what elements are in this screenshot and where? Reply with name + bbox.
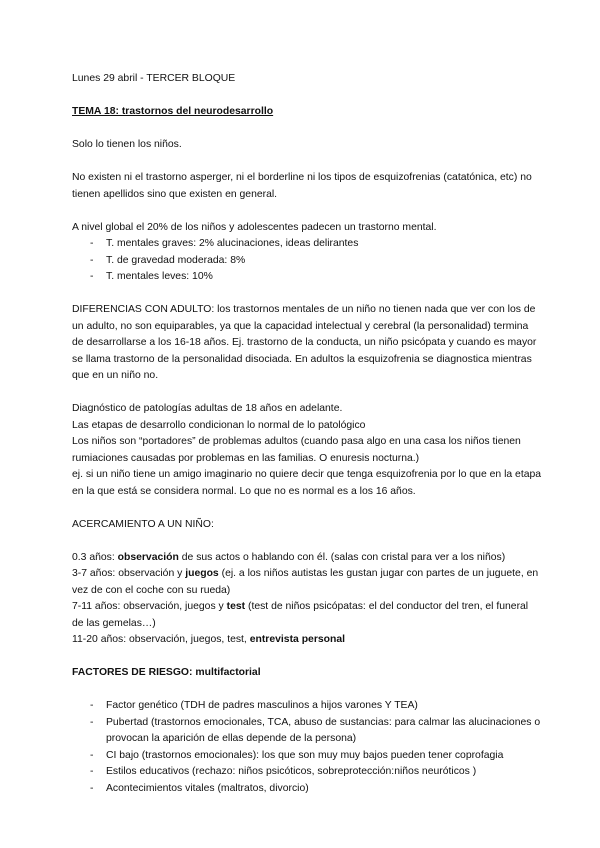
paragraph-global-prevalence: A nivel global el 20% de los niños y adolescentes padecen un trastorno mental.: [72, 221, 437, 233]
list-item: - T. de gravedad moderada: 8%: [72, 253, 542, 270]
age-stage-item: 11-20 años: observación, juegos, test, entrevista personal: [72, 634, 346, 645]
paragraph-adult-diagnosis: Diagnóstico de patologías adultas de 18 años en adelante.: [72, 403, 343, 414]
paragraph-adult-differences: DIFERENCIAS CON ADULTO: los trastornos mentales de un niño no tienen nada que ver con los de un adulto, no son equiparables, ya que la capacidad intelectual y cerebral (la personalidad) termina de desarrollarse a los 16-18 años. Ej. trastorno de la conducta, un niño psicópata y cuando es mayor se llama trastorno de la personalidad disociada. En adultos la esquizofrenia se diagnostica mientras que en un niño no.: [72, 304, 537, 381]
topic-title: TEMA 18: trastornos del neurodesarrollo: [72, 106, 274, 117]
severity-list: [72, 236, 542, 286]
paragraph-no-subtypes: No existen ni el trastorno asperger, ni el borderline ni los tipos de esquizofrenias (catatónica, etc) no tienen apellidos sino que existen en general.: [72, 172, 532, 200]
paragraph-carriers: Los niños son “portadores” de problemas adultos (cuando pasa algo en una casa los niños tienen rumiaciones causadas por problemas en las familias. O enuresis nocturna.): [72, 436, 521, 464]
age-stage-item: 0.3 años: observación de sus actos o hablando con él. (salas con cristal para ver a los niños): [72, 551, 506, 563]
list-item: - Estilos educativos (rechazo: niños psicóticos, sobreprotección:niños neuróticos ): [72, 764, 542, 781]
risk-factors-list: [72, 698, 542, 797]
paragraph-only-children: Solo lo tienen los niños.: [72, 139, 182, 150]
list-item: - Pubertad (trastornos emocionales, TCA, abuso de sustancias: para calmar las alucinaciones o provocan la aparición de ellas depende de la persona): [72, 715, 542, 748]
list-item: - T. mentales graves: 2% alucinaciones, ideas delirantes: [72, 236, 542, 253]
list-item: - CI bajo (trastornos emocionales): los que son muy muy bajos pueden tener coprofagia: [72, 748, 542, 765]
risk-factors-heading: FACTORES DE RIESGO: multifactorial: [72, 667, 261, 678]
paragraph-development-stages: Las etapas de desarrollo condicionan lo normal de lo patológico: [72, 419, 366, 431]
list-item: - Acontecimientos vitales (maltratos, divorcio): [72, 781, 542, 798]
document-page: [72, 71, 542, 797]
paragraph-imaginary-friend: ej. si un niño tiene un amigo imaginario no quiere decir que tenga esquizofrenia por lo que en la etapa en la que está se considera normal. Lo que no es normal es a los 16 años.: [72, 469, 542, 497]
age-stage-item: 7-11 años: observación, juegos y test (test de niños psicópatas: el del conductor del tren, el funeral de las gemelas…): [72, 601, 529, 629]
section-approach-heading: ACERCAMIENTO A UN NIÑO:: [72, 518, 214, 530]
age-stage-item: 3-7 años: observación y juegos (ej. a los niños autistas les gustan jugar con partes de un juguete, en vez de con el coche con su rueda): [72, 568, 539, 596]
list-item: - Factor genético (TDH de padres masculinos a hijos varones Y TEA): [72, 698, 542, 715]
list-item: - T. mentales leves: 10%: [72, 269, 542, 286]
date-header: Lunes 29 abril - TERCER BLOQUE: [72, 73, 236, 84]
